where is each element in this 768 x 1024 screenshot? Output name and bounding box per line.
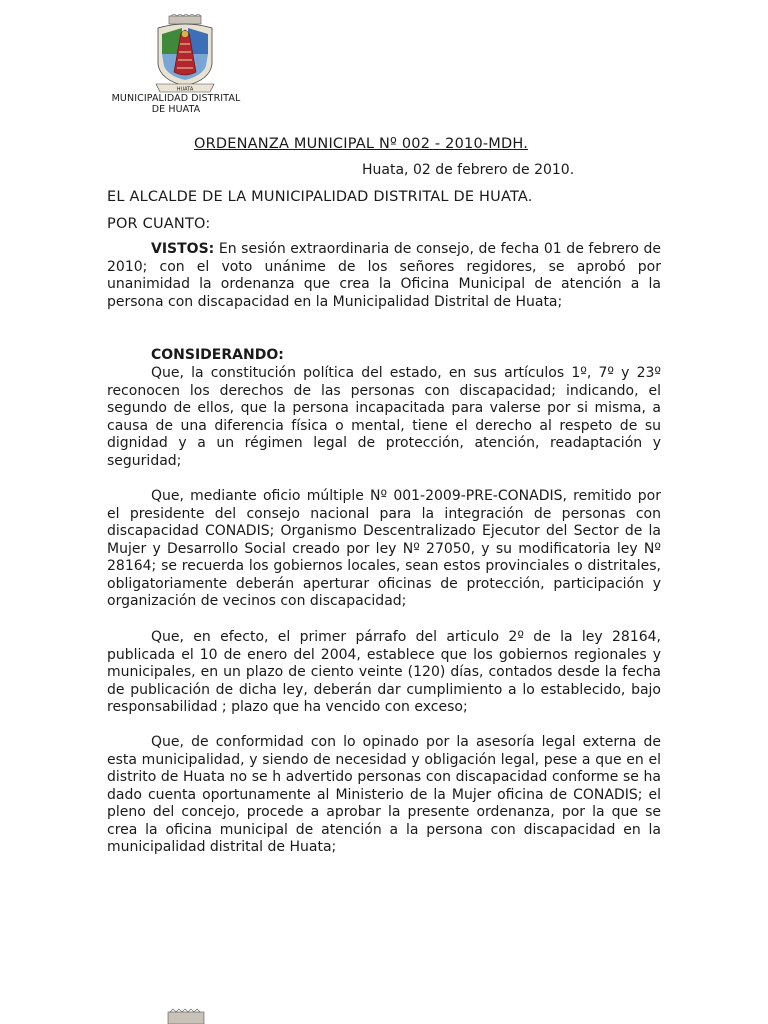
paragraph-4: Que, de conformidad con lo opinado por la asesoría legal externa de esta municipalidad, y siendo de necesidad y obligación legal, pese a que en el distrito de Huata no se h advertido personas con discapacidad conforme se ha dado cuenta oportunamente al Ministerio de la Mujer oficina de CONADIS; el pleno del concejo, procede a aprobar la presente ordenanza, por la que se crea la oficina municipal de atención a la persona con discapacidad en la municipalidad distrital de Huata; (107, 734, 661, 855)
vistos-paragraph (107, 241, 661, 311)
considerando-heading: CONSIDERANDO: (151, 347, 284, 363)
institution-line-1: MUNICIPALIDAD DISTRITAL (111, 93, 241, 104)
vistos-label: VISTOS: (151, 241, 215, 257)
institution-name (96, 93, 256, 115)
coat-of-arms-logo-partial (164, 1008, 208, 1024)
coat-of-arms-logo (152, 14, 218, 96)
date-line: Huata, 02 de febrero de 2010. (362, 162, 575, 178)
institution-line-2: DE HUATA (151, 104, 201, 115)
paragraph-3: Que, en efecto, el primer párrafo del articulo 2º de la ley 28164, publicada el 10 de enero del 2004, establece que los gobiernos regionales y municipales, en un plazo de ciento veinte (120) días, contados desde la fecha de publicación de dicha ley, deberán dar cumplimiento a lo establecido, bajo responsabilidad ; plazo que ha vencido con exceso; (107, 629, 661, 715)
paragraph-2: Que, mediante oficio múltiple Nº 001-2009-PRE-CONADIS, remitido por el presidente del consejo nacional para la integración de personas con discapacidad CONADIS; Organismo Descentralizado Ejecutor del Sector de la Mujer y Desarrollo Social creado por ley Nº 27050, y su modificatoria ley Nº 28164; se recuerda los gobiernos locales, sean estos provinciales o distritales, obligatoriamente deberán aperturar oficinas de protección, participación y organización de vecinos con discapacidad; (107, 488, 661, 609)
logo-ribbon-text: HUATA (176, 86, 194, 93)
por-cuanto-heading: POR CUANTO: (107, 216, 211, 232)
ordinance-title: ORDENANZA MUNICIPAL Nº 002 - 2010-MDH. (194, 136, 529, 152)
vistos-text: En sesión extraordinaria de consejo, de fecha 01 de febrero de 2010; con el voto unánime de los señores regidores, se aprobó por unanimidad la ordenanza que crea la Oficina Municipal de atención a la persona con discapacidad en la Municipalidad Distrital de Huata; (107, 241, 661, 310)
paragraph-1: Que, la constitución política del estado, en sus artículos 1º, 7º y 23º reconocen los derechos de las personas con discapacidad; indicando, el segundo de ellos, que la persona incapacitada para valerse por si misma, a causa de una diferencia física o mental, tiene el derecho al respeto de su dignidad y a un régimen legal de protección, atención, readaptación y seguridad; (107, 365, 661, 469)
authority-heading: EL ALCALDE DE LA MUNICIPALIDAD DISTRITAL DE HUATA. (107, 189, 533, 205)
